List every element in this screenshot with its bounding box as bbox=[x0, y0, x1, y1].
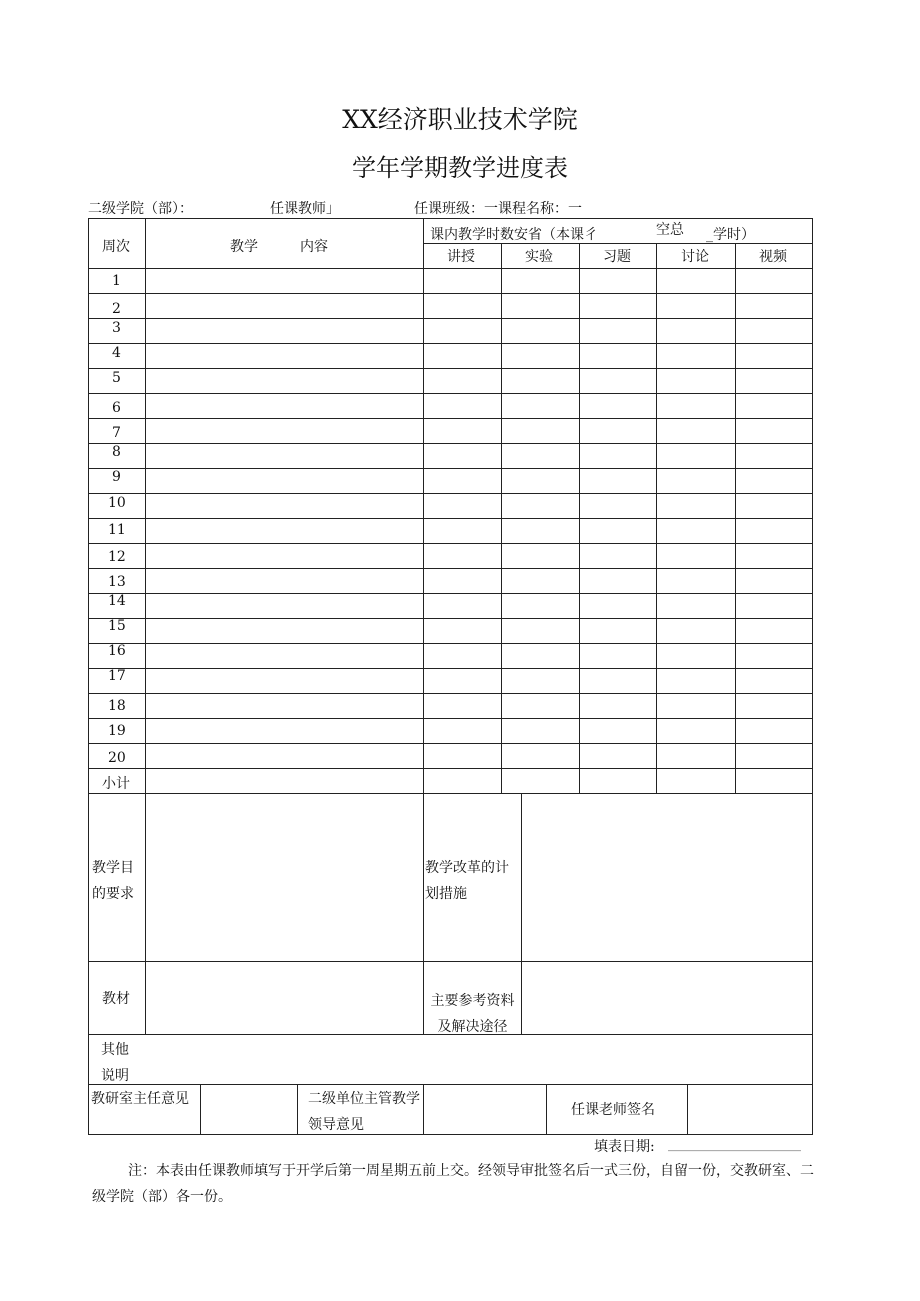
week-number: 1 bbox=[112, 273, 121, 289]
class-label: 任课班级： bbox=[414, 201, 484, 217]
course-label: 一课程名称：一 bbox=[484, 201, 582, 217]
week-number: 3 bbox=[112, 320, 121, 336]
week-header: 周次 bbox=[102, 239, 130, 255]
week-number: 14 bbox=[108, 593, 126, 609]
sub-header-exercise: 习题 bbox=[603, 249, 631, 265]
objectives-label: 教学目的要求 bbox=[92, 860, 134, 902]
content-header-2: 内容 bbox=[300, 239, 328, 255]
week-number: 10 bbox=[108, 495, 126, 511]
form-title: 学年学期教学进度表 bbox=[352, 154, 568, 182]
teacher-label: 任课教师」 bbox=[270, 201, 340, 217]
other-label: 其他说明 bbox=[101, 1042, 129, 1084]
week-number: 9 bbox=[112, 469, 121, 485]
subtotal-label: 小计 bbox=[102, 776, 130, 792]
week-number: 8 bbox=[112, 444, 121, 460]
college-title: XX经济职业技术学院 bbox=[342, 105, 578, 134]
week-number: 15 bbox=[108, 618, 126, 634]
week-number: 12 bbox=[108, 549, 126, 565]
reform-label: 教学改革的计划措施 bbox=[425, 860, 509, 902]
week-number: 18 bbox=[108, 698, 126, 714]
week-number: 11 bbox=[108, 522, 126, 538]
week-number: 4 bbox=[112, 345, 121, 361]
teacher-signature-label: 任课老师签名 bbox=[571, 1102, 655, 1118]
textbook-label: 教材 bbox=[102, 991, 130, 1007]
dept-head-opinion-label: 教研室主任意见 bbox=[91, 1091, 189, 1107]
hours-header: 课内教学时数安省（本课彳 bbox=[430, 227, 598, 243]
department-label: 二级学院（部）： bbox=[88, 201, 193, 217]
week-number: 20 bbox=[108, 750, 126, 766]
footer-note: 注：本表由任课教师填写于开学后第一周星期五前上交。经领导审批签名后一式三份，自留一份，交教研室、二级学院（部）各一份。 bbox=[92, 1163, 814, 1205]
sub-header-lecture: 讲授 bbox=[447, 249, 475, 265]
fill-date-value: ___________________ bbox=[668, 1136, 801, 1152]
week-number: 5 bbox=[112, 370, 121, 386]
week-number: 2 bbox=[112, 301, 121, 317]
fill-date-label: 填表日期: bbox=[594, 1139, 655, 1155]
leader-opinion-label: 二级单位主管教学领导意见 bbox=[308, 1091, 420, 1133]
references-label: 主要参考资料及解决途径 bbox=[430, 993, 515, 1035]
week-number: 6 bbox=[112, 400, 121, 416]
week-number: 17 bbox=[108, 668, 126, 684]
sub-header-video: 视频 bbox=[759, 249, 787, 265]
sub-header-lab: 实验 bbox=[525, 249, 553, 265]
week-number: 16 bbox=[108, 643, 126, 659]
content-header-1: 教学 bbox=[230, 239, 258, 255]
week-number: 19 bbox=[108, 723, 126, 739]
sub-header-discussion: 讨论 bbox=[681, 249, 709, 265]
hours-header-end: _学时） bbox=[706, 227, 755, 243]
week-number: 7 bbox=[112, 425, 121, 441]
hours-header-total: 空总 bbox=[656, 222, 684, 238]
week-number: 13 bbox=[108, 574, 126, 590]
